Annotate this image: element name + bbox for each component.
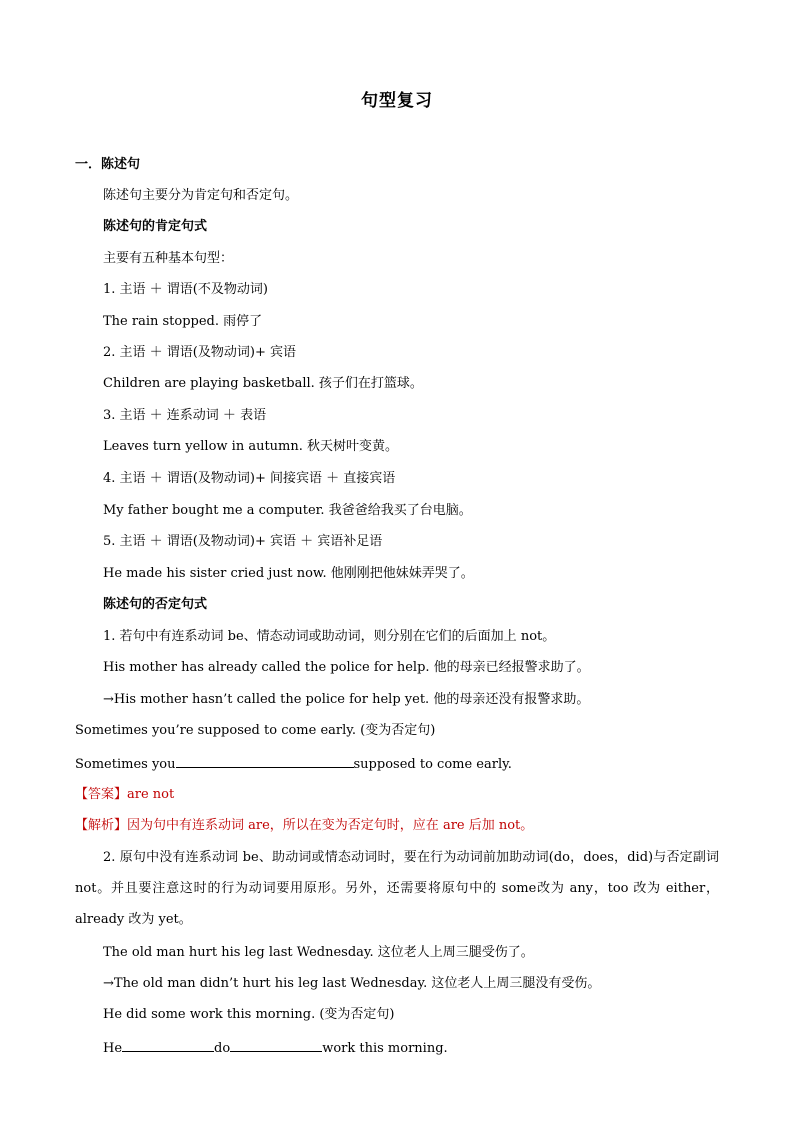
analysis-line <box>75 817 533 835</box>
negative-rule-1-example: His mother has already called the police for help. 他的母亲已经报警求助了。 <box>103 660 590 675</box>
affirmative-heading: 陈述句的肯定句式 <box>103 219 208 234</box>
section-heading-statements: 一．陈述句 <box>75 157 141 172</box>
exercise-2-text-1: He <box>103 1041 123 1056</box>
exercise-1-question: Sometimes you’re supposed to come early. (变为否定句) <box>75 723 436 738</box>
section-intro: 陈述句主要分为肯定句和否定句。 <box>103 188 299 203</box>
exercise-2-text-2: do <box>214 1041 231 1056</box>
negative-rule-2: 2. 原句中没有连系动词 be、助动词或情态动词时，要在行为动词前加助动词(do，does，did)与否定副词 not。并且要注意这时的行为动词要用原形。另外，还需要将原句中的 some改为 any，too 改为 either，already 改为 yet。 <box>75 850 719 927</box>
answer-blank[interactable] <box>230 1038 322 1052</box>
pattern-example: Leaves turn yellow in autumn. 秋天树叶变黄。 <box>103 439 399 454</box>
analysis-tag: 【解析】 <box>75 818 128 833</box>
pattern-example: He made his sister cried just now. 他刚刚把他妹妹弄哭了。 <box>103 566 474 581</box>
exercise-1-text-after: supposed to come early. <box>353 757 512 772</box>
pattern-rule: 1. 主语 ＋ 谓语(不及物动词) <box>103 282 268 297</box>
exercise-2-text-3: work this morning. <box>322 1041 448 1056</box>
pattern-example: The rain stopped. 雨停了 <box>103 314 263 329</box>
answer-text: are not <box>127 787 175 802</box>
negative-rule-2-example: The old man hurt his leg last Wednesday. 这位老人上周三腿受伤了。 <box>103 945 534 960</box>
exercise-2-fill <box>103 1038 448 1058</box>
answer-line <box>75 786 174 804</box>
answer-tag: 【答案】 <box>75 787 128 802</box>
pattern-rule: 2. 主语 ＋ 谓语(及物动词)+ 宾语 <box>103 345 296 360</box>
exercise-1-text-before: Sometimes you <box>75 757 176 772</box>
exercise-1-fill <box>75 754 512 774</box>
answer-blank[interactable] <box>176 754 354 768</box>
negative-heading: 陈述句的否定句式 <box>103 597 208 612</box>
pattern-rule: 3. 主语 ＋ 连系动词 ＋ 表语 <box>103 408 267 423</box>
negative-rule-1: 1. 若句中有连系动词 be、情态动词或助动词，则分别在它们的后面加上 not。 <box>103 629 556 644</box>
negative-rule-2-converted: →The old man didn’t hurt his leg last Wednesday. 这位老人上周三腿没有受伤。 <box>103 976 601 991</box>
negative-rule-1-converted: →His mother hasn’t called the police for help yet. 他的母亲还没有报警求助。 <box>103 692 590 707</box>
page-title: 句型复习 <box>361 91 433 111</box>
pattern-rule: 5. 主语 ＋ 谓语(及物动词)+ 宾语 ＋ 宾语补足语 <box>103 534 383 549</box>
exercise-2-question: He did some work this morning. (变为否定句) <box>103 1007 395 1022</box>
pattern-example: My father bought me a computer. 我爸爸给我买了台电脑。 <box>103 503 472 518</box>
answer-blank[interactable] <box>122 1038 214 1052</box>
pattern-rule: 4. 主语 ＋ 谓语(及物动词)+ 间接宾语 ＋ 直接宾语 <box>103 471 396 486</box>
analysis-text: 因为句中有连系动词 are，所以在变为否定句时，应在 are 后加 not。 <box>127 818 534 833</box>
pattern-example: Children are playing basketball. 孩子们在打篮球。 <box>103 376 423 391</box>
affirmative-lead: 主要有五种基本句型： <box>103 251 234 266</box>
